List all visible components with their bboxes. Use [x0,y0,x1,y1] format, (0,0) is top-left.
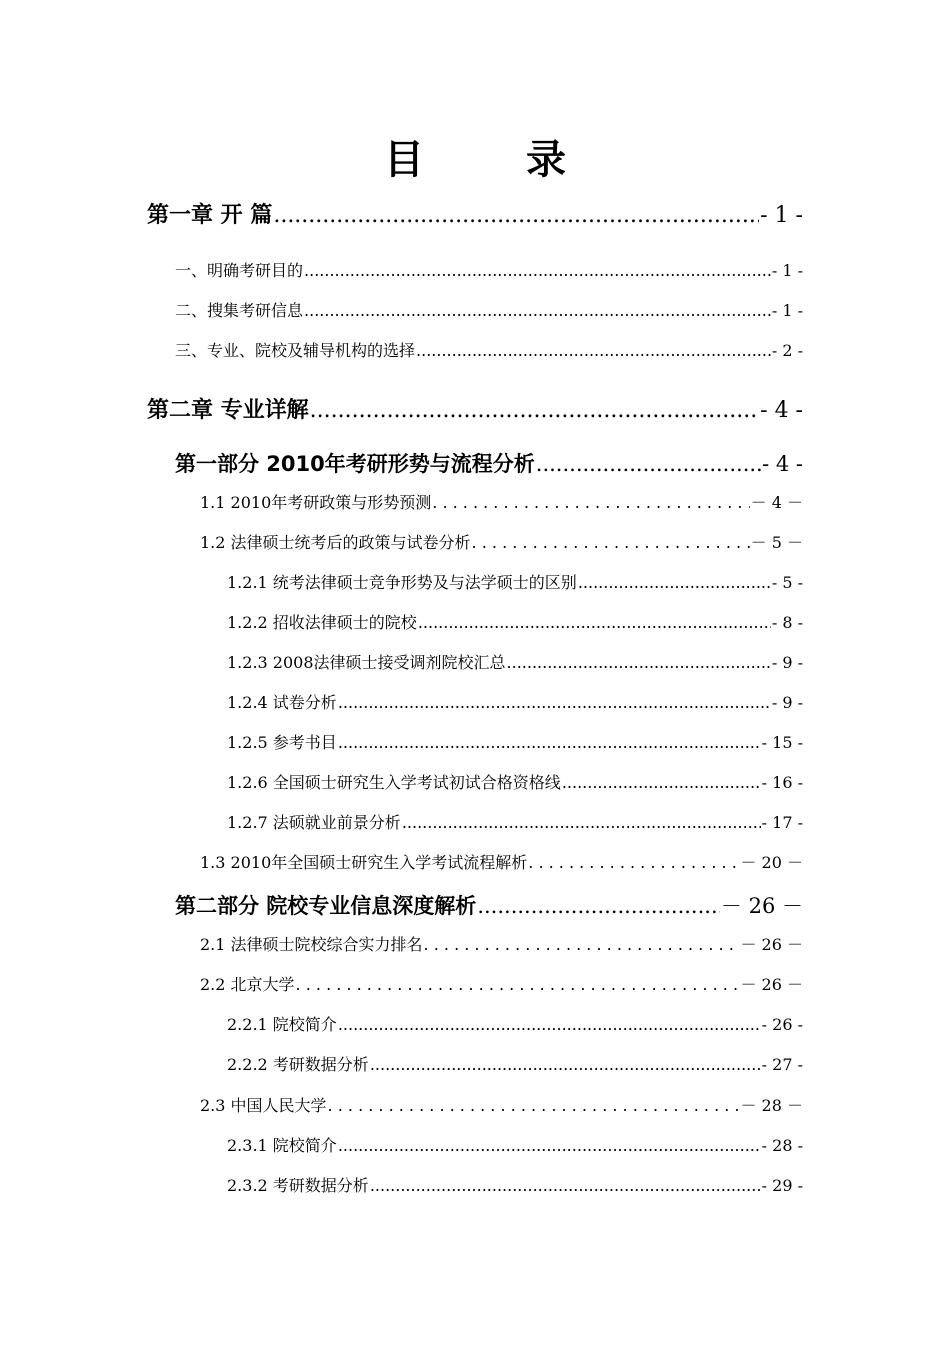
toc-entry-label: 2.2.1 院校简介 [227,1015,337,1034]
toc-entry-page: － 28 － [740,1096,803,1115]
toc-entry-page: - 28 - [761,1136,803,1155]
toc-entry[interactable] [227,1133,803,1156]
toc-entry-label: 2.1 法律硕士院校综合实力排名 [200,935,423,954]
toc-entry-label: 2.3.2 考研数据分析 [227,1176,369,1195]
toc-entry-label: 2.2.2 考研数据分析 [227,1055,369,1074]
toc-entry-label: 1.2.3 2008法律硕士接受调剂院校汇总 [227,653,506,672]
toc-leader-dots [402,813,761,832]
toc-leader-dots [338,1015,761,1034]
toc-leader-dots [562,773,761,792]
toc-leader-dots [507,653,771,672]
toc-entry-page: - 1 - [771,261,803,280]
toc-entry-label: 1.2.6 全国硕士研究生入学考试初试合格资格线 [227,773,561,792]
toc-entry-label: 1.2.5 参考书目 [227,733,337,752]
toc-entry-label: 2.3.1 院校简介 [227,1136,337,1155]
toc-entry-label: 第一章 开 篇 [147,203,273,228]
toc-entry-page: - 4 - [760,398,803,423]
toc-leader-dots [370,1055,761,1074]
toc-leader-dots [536,452,761,476]
toc-entry[interactable] [227,770,803,793]
toc-leader-dots [370,1176,761,1195]
toc-entry-page: - 4 - [762,452,803,476]
toc-leader-dots [418,613,771,632]
toc-entry[interactable] [227,570,803,593]
toc-entry-page: - 1 - [771,301,803,320]
toc-entry[interactable] [200,850,803,873]
toc-entry-label: 一、明确考研目的 [175,261,304,280]
toc-leader-dots [338,733,761,752]
toc-entry-page: - 9 - [771,653,803,672]
toc-entry[interactable] [227,1173,803,1196]
toc-entry-label: 2.3 中国人民大学 [200,1096,327,1115]
toc-entry[interactable] [227,610,803,633]
toc-entry-page: - 8 - [771,613,803,632]
toc-entry[interactable] [200,1093,803,1116]
toc-entry-label: 二、搜集考研信息 [175,301,304,320]
toc-leader-dots [273,203,759,228]
toc-entry-label: 第二部分 院校专业信息深度解析 [175,894,477,918]
toc-leader-dots [416,341,771,360]
toc-entry[interactable] [227,690,803,713]
toc-entry-label: 第一部分 2010年考研形势与流程分析 [175,452,535,476]
toc-title: 目 录 [384,137,610,183]
toc-entry-label: 1.2.7 法硕就业前景分析 [227,813,401,832]
toc-entry[interactable] [227,650,803,673]
toc-entry-page: － 26 － [720,894,803,918]
toc-entry[interactable] [200,490,803,513]
toc-entry[interactable] [227,730,803,753]
toc-leader-dots [477,894,720,918]
toc-entry-page: - 26 - [761,1015,803,1034]
toc-entry-label: 1.2.1 统考法律硕士竞争形势及与法学硕士的区别 [227,573,577,592]
toc-leader-dots [328,1096,740,1115]
toc-leader-dots [578,573,771,592]
toc-entry-label: 1.2.2 招收法律硕士的院校 [227,613,417,632]
toc-entry[interactable] [147,198,803,229]
toc-leader-dots [424,935,740,954]
toc-entry[interactable] [200,972,803,995]
toc-leader-dots [472,533,750,552]
toc-entry-page: - 2 - [771,341,803,360]
toc-entry-page: － 26 － [740,935,803,954]
toc-entry-page: － 4 － [750,493,803,512]
toc-entry[interactable] [175,298,803,321]
toc-entry[interactable] [175,338,803,361]
toc-entry[interactable] [175,448,803,478]
toc-entry-page: - 29 - [761,1176,803,1195]
toc-entry-page: - 5 - [771,573,803,592]
toc-entry[interactable] [227,1012,803,1035]
toc-leader-dots [296,975,740,994]
toc-entry-label: 1.1 2010年考研政策与形势预测 [200,493,432,512]
toc-leader-dots [432,493,749,512]
toc-entry-page: － 5 － [750,533,803,552]
toc-entry[interactable] [200,530,803,553]
toc-leader-dots [304,261,771,280]
toc-entry[interactable] [147,393,803,424]
toc-entry-page: - 16 - [761,773,803,792]
toc-entry[interactable] [227,810,803,833]
toc-leader-dots [304,301,771,320]
toc-entry-page: - 9 - [771,693,803,712]
toc-entry-page: - 27 - [761,1055,803,1074]
toc-entry[interactable] [175,890,803,920]
toc-entry-label: 第二章 专业详解 [147,398,309,423]
toc-entry-label: 1.2 法律硕士统考后的政策与试卷分析 [200,533,471,552]
toc-entry-label: 三、专业、院校及辅导机构的选择 [175,341,416,360]
toc-entry-page: - 1 - [760,203,803,228]
toc-entry-page: － 26 － [740,975,803,994]
toc-leader-dots [338,693,771,712]
toc-entry-label: 1.2.4 试卷分析 [227,693,337,712]
toc-entry-page: - 17 - [761,813,803,832]
toc-leader-dots [310,398,759,423]
toc-entry[interactable] [227,1052,803,1075]
toc-entry-page: - 15 - [761,733,803,752]
toc-entry[interactable] [175,258,803,281]
toc-leader-dots [528,853,739,872]
toc-leader-dots [338,1136,761,1155]
toc-entry-label: 2.2 北京大学 [200,975,295,994]
toc-entry-label: 1.3 2010年全国硕士研究生入学考试流程解析 [200,853,528,872]
toc-entry[interactable] [200,932,803,955]
toc-entry-page: － 20 － [740,853,803,872]
